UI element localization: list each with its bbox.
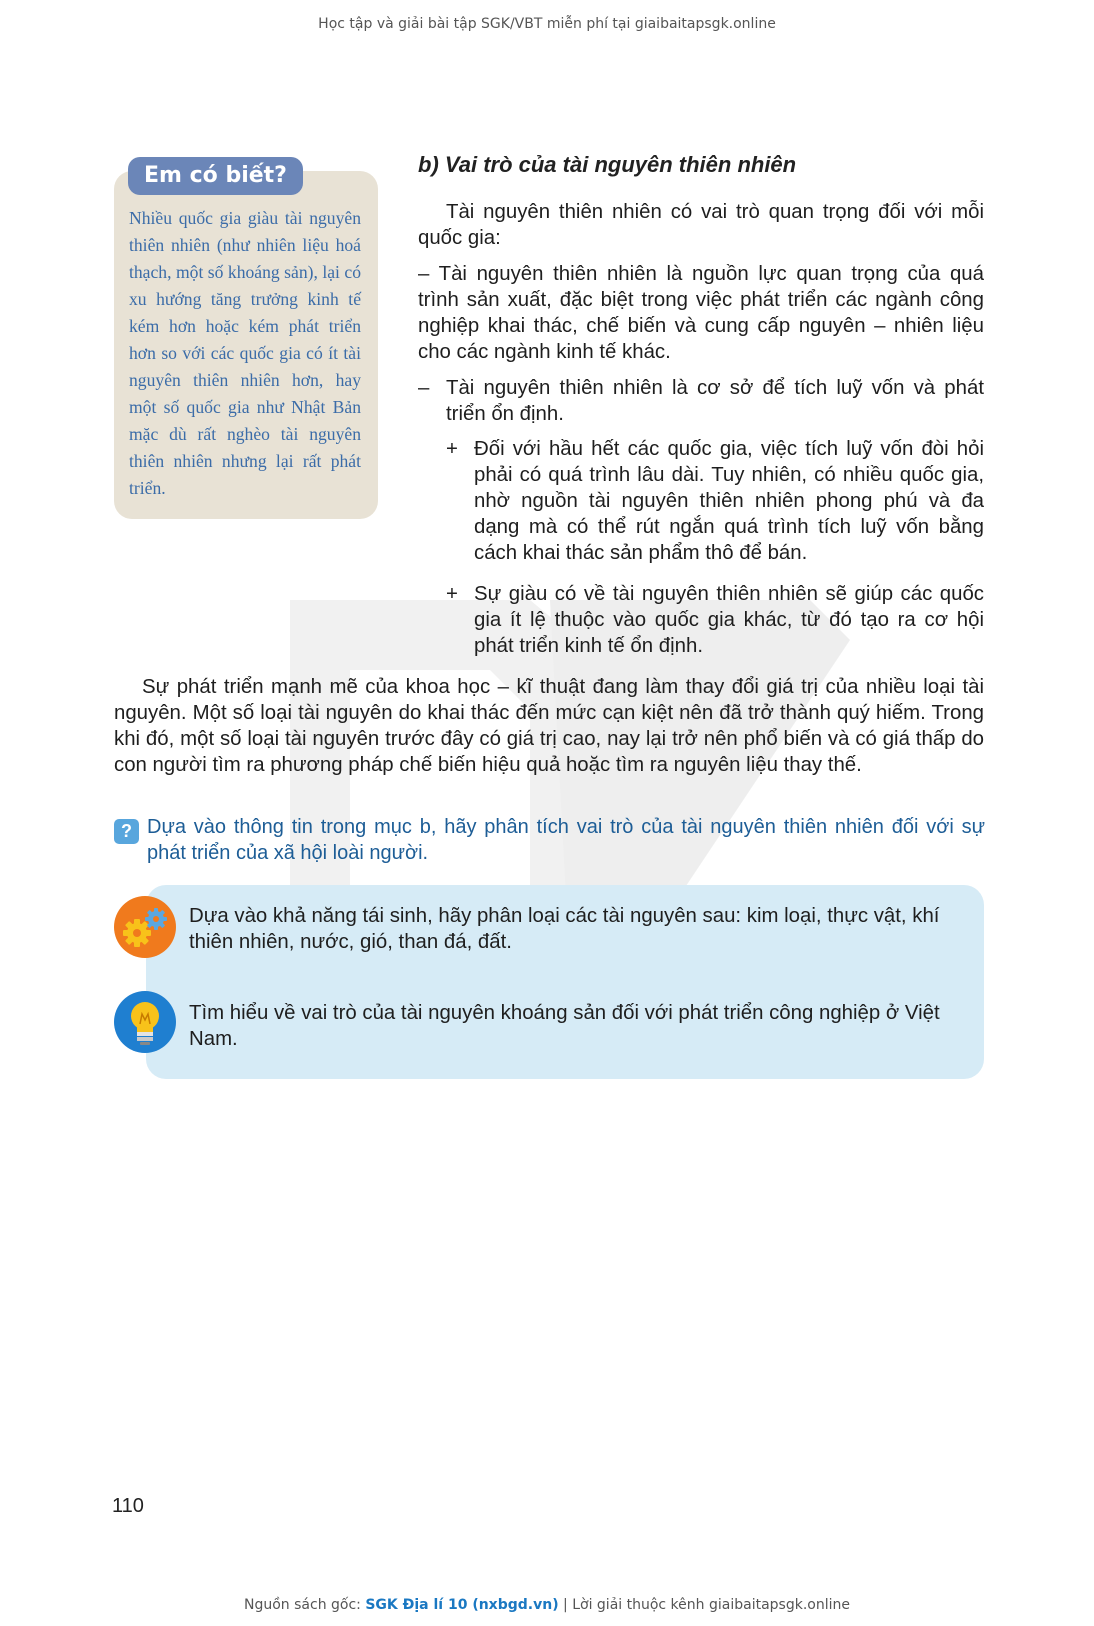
- sub-item-1-text: Đối với hầu hết các quốc gia, việc tích luỹ vốn đòi hỏi phải có quá trình lâu dài. Tuy nhiên, có nhiều quốc gia, nhờ nguồn tài nguyên thiên nhiên phong phú và đa dạng mà có thể rút ngắn quá trình tích luỹ vốn bằng cách khai thác sản phẩm thô để bán.: [474, 438, 984, 564]
- sub-item-1: [446, 436, 984, 566]
- question-text: Dựa vào thông tin trong mục b, hãy phân tích vai trò của tài nguyên thiên nhiên đối với sự phát triển của xã hội loài người.: [147, 816, 985, 864]
- footer-note: [0, 1597, 1094, 1613]
- plus-marker: +: [446, 583, 458, 605]
- page-number: 110: [112, 1495, 144, 1517]
- did-you-know-title: Em có biết?: [128, 157, 303, 195]
- footer-suffix: | Lời giải thuộc kênh giaibaitapsgk.online: [558, 1597, 850, 1613]
- activity-research-text: Tìm hiểu về vai trò của tài nguyên khoáng sản đối với phát triển công nghiệp ở Việt Nam.: [189, 1002, 940, 1050]
- gears-icon: [113, 895, 177, 959]
- activity-classify-text: Dựa vào khả năng tái sinh, hãy phân loại các tài nguyên sau: kim loại, thực vật, khí thiên nhiên, nước, gió, than đá, đất.: [189, 905, 940, 953]
- footer-source-link[interactable]: SGK Địa lí 10 (nxbgd.vn): [365, 1597, 559, 1613]
- role-item-1: – Tài nguyên thiên nhiên là nguồn lực quan trọng của quá trình sản xuất, đặc biệt trong việc phát triển các ngành công nghiệp khai thác, chế biến và cung cấp nguyên – nhiên liệu cho các ngành kinh tế khác.: [418, 263, 984, 363]
- intro-paragraph: Tài nguyên thiên nhiên có vai trò quan trọng đối với mỗi quốc gia:: [418, 201, 984, 249]
- science-paragraph: Sự phát triển mạnh mẽ của khoa học – kĩ thuật đang làm thay đổi giá trị của nhiều loại tài nguyên. Một số loại tài nguyên do khai thác đến mức cạn kiệt nên đã trở thành quý hiếm. Trong khi đó, một số loại tài nguyên trước đây có giá trị cao, nay lại trở nên phổ biến và có giá thấp do con người tìm ra phương pháp chế biến hiệu quả hoặc tìm ra nguyên liệu thay thế.: [114, 676, 984, 776]
- section-title: b) Vai trò của tài nguyên thiên nhiên: [418, 152, 797, 177]
- header-note: Học tập và giải bài tập SGK/VBT miễn phí tại giaibaitapsgk.online: [318, 16, 776, 32]
- role-item-2-text: Tài nguyên thiên nhiên là cơ sở để tích luỹ vốn và phát triển ổn định.: [446, 377, 984, 425]
- role-item-2: [418, 375, 984, 427]
- sub-item-2: [446, 581, 984, 659]
- question-icon: ?: [114, 819, 139, 844]
- lightbulb-icon: [113, 990, 177, 1054]
- sub-item-2-text: Sự giàu có về tài nguyên thiên nhiên sẽ giúp các quốc gia ít lệ thuộc vào quốc gia khác, từ đó tạo ra cơ hội phát triển kinh tế ổn định.: [474, 583, 984, 657]
- did-you-know-text: Nhiều quốc gia giàu tài nguyên thiên nhiên (như nhiên liệu hoá thạch, một số khoáng sản), lại có xu hướng tăng trưởng kinh tế kém hơn hoặc kém phát triển hơn so với các quốc gia có ít tài nguyên thiên nhiên hơn, hay một số quốc gia như Nhật Bản mặc dù rất nghèo tài nguyên thiên nhiên nhưng lại rất phát triển.: [129, 208, 361, 498]
- dash-marker: –: [418, 377, 430, 399]
- footer-prefix: Nguồn sách gốc:: [244, 1597, 366, 1613]
- plus-marker: +: [446, 438, 458, 460]
